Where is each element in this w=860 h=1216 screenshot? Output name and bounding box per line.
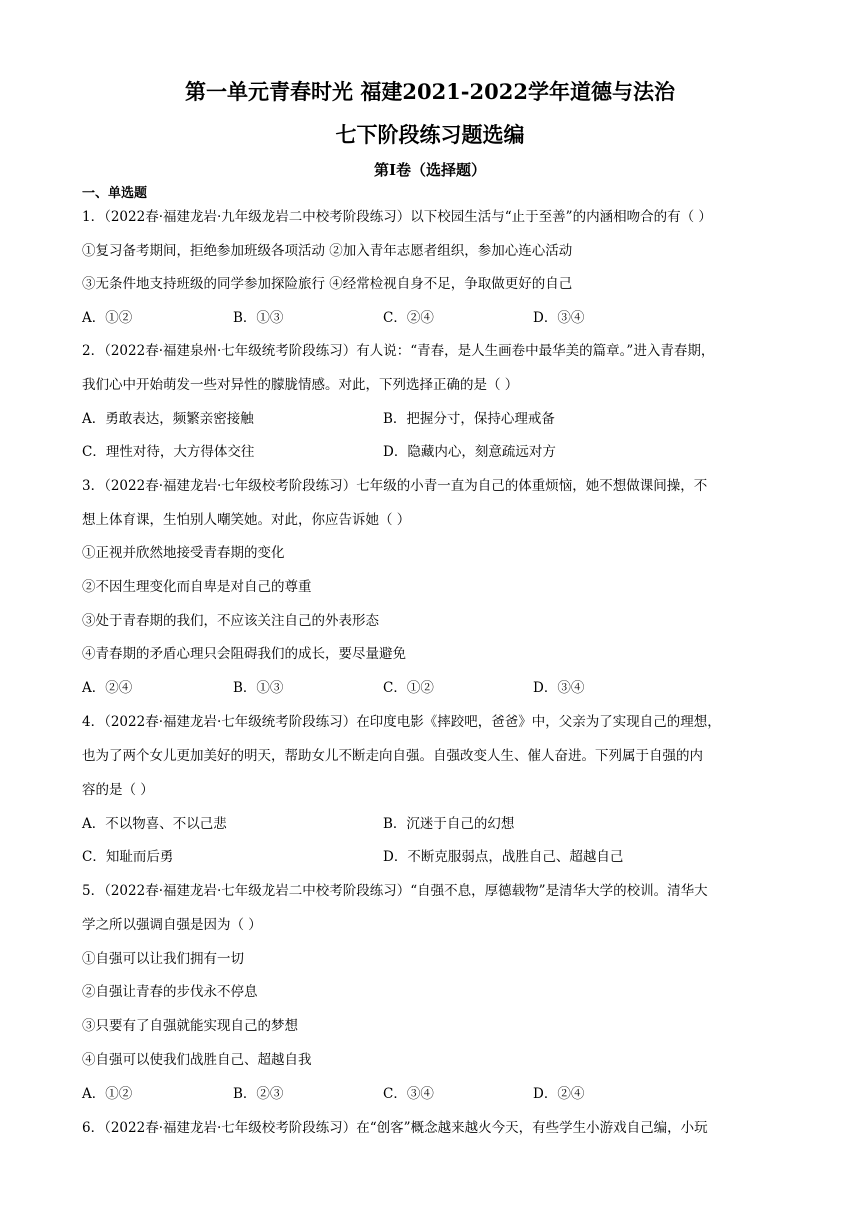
q4-option-c: C．知耻而后勇 (82, 849, 174, 865)
q5-stem-line5: ③只要有了自强就能实现自己的梦想 (82, 1018, 298, 1034)
q3-option-c: C．①② (383, 680, 434, 696)
q6-stem-line1: 6．（2022春·福建龙岩·七年级校考阶段练习）在“创客”概念越来越火今天，有些学生小游戏自己编，小玩 (82, 1120, 708, 1136)
q3-option-d: D．③④ (533, 680, 585, 696)
q5-option-b: B．②③ (233, 1086, 284, 1102)
q2-option-c: C．理性对待，大方得体交往 (82, 444, 255, 460)
q1-option-c: C．②④ (383, 310, 434, 326)
paper-section-title: 第Ⅰ卷（选择题） (373, 161, 487, 179)
document-title-line2: 七下阶段练习题选编 (335, 122, 525, 147)
q4-stem-line3: 容的是（ ） (82, 782, 154, 798)
q1-option-a: A．①② (82, 310, 133, 326)
q2-option-d: D．隐藏内心，刻意疏远对方 (383, 444, 556, 460)
q4-option-b: B．沉迷于自己的幻想 (383, 816, 515, 832)
q2-option-a: A．勇敢表达，频繁亲密接触 (82, 411, 254, 427)
q1-stem-line1: 1．（2022春·福建龙岩·九年级龙岩二中校考阶段练习）以下校园生活与“止于至善”的内涵相吻合的有（ ） (82, 209, 712, 225)
q3-stem-line4: ②不因生理变化而自卑是对自己的尊重 (82, 579, 312, 595)
q5-option-a: A．①② (82, 1086, 133, 1102)
q5-stem-line3: ①自强可以让我们拥有一切 (82, 951, 244, 967)
q4-stem-line2: 也为了两个女儿更加美好的明天，帮助女儿不断走向自强。自强改变人生、催人奋进。下列属于自强的内 (82, 748, 703, 764)
q2-stem-line1: 2．（2022春·福建泉州·七年级统考阶段练习）有人说：“青春，是人生画卷中最华美的篇章。”进入青春期， (82, 343, 715, 359)
q1-option-b: B．①③ (233, 310, 284, 326)
q5-stem-line4: ②自强让青春的步伐永不停息 (82, 984, 258, 1000)
q3-stem-line6: ④青春期的矛盾心理只会阻碍我们的成长，要尽量避免 (82, 646, 406, 662)
question-type-heading: 一、单选题 (82, 186, 148, 201)
q1-stem-line2: ①复习备考期间，拒绝参加班级各项活动 ②加入青年志愿者组织，参加心连心活动 (82, 243, 573, 259)
q4-stem-line1: 4．（2022春·福建龙岩·七年级统考阶段练习）在印度电影《摔跤吧，爸爸》中，父亲为了实现自己的理想， (82, 714, 721, 730)
q5-stem-line2: 学之所以强调自强是因为（ ） (82, 917, 262, 933)
q3-option-b: B．①③ (233, 680, 284, 696)
q3-stem-line1: 3．（2022春·福建龙岩·七年级校考阶段练习）七年级的小青一直为自己的体重烦恼，她不想做课间操，不 (82, 478, 708, 494)
q2-option-b: B．把握分寸，保持心理戒备 (383, 411, 555, 427)
q3-option-a: A．②④ (82, 680, 133, 696)
q4-option-a: A．不以物喜、不以己悲 (82, 816, 227, 832)
q1-option-d: D．③④ (533, 310, 585, 326)
q3-stem-line2: 想上体育课，生怕别人嘲笑她。对此，你应告诉她（ ） (82, 512, 411, 528)
document-title-line1: 第一单元青春时光 福建2021-2022学年道德与法治 (185, 79, 675, 104)
q1-stem-line3: ③无条件地支持班级的同学参加探险旅行 ④经常检视自身不足，争取做更好的自己 (82, 276, 573, 292)
q2-stem-line2: 我们心中开始萌发一些对异性的朦胧情感。对此，下列选择正确的是（ ） (82, 377, 519, 393)
q3-stem-line5: ③处于青春期的我们，不应该关注自己的外表形态 (82, 613, 379, 629)
q5-option-c: C．③④ (383, 1086, 434, 1102)
q3-stem-line3: ①正视并欣然地接受青春期的变化 (82, 545, 285, 561)
q4-option-d: D．不断克服弱点，战胜自己、超越自己 (383, 849, 624, 865)
q5-option-d: D．②④ (533, 1086, 585, 1102)
q5-stem-line6: ④自强可以使我们战胜自己、超越自我 (82, 1052, 312, 1068)
q5-stem-line1: 5．（2022春·福建龙岩·七年级龙岩二中校考阶段练习）“自强不息，厚德载物”是清华大学的校训。清华大 (82, 883, 708, 899)
